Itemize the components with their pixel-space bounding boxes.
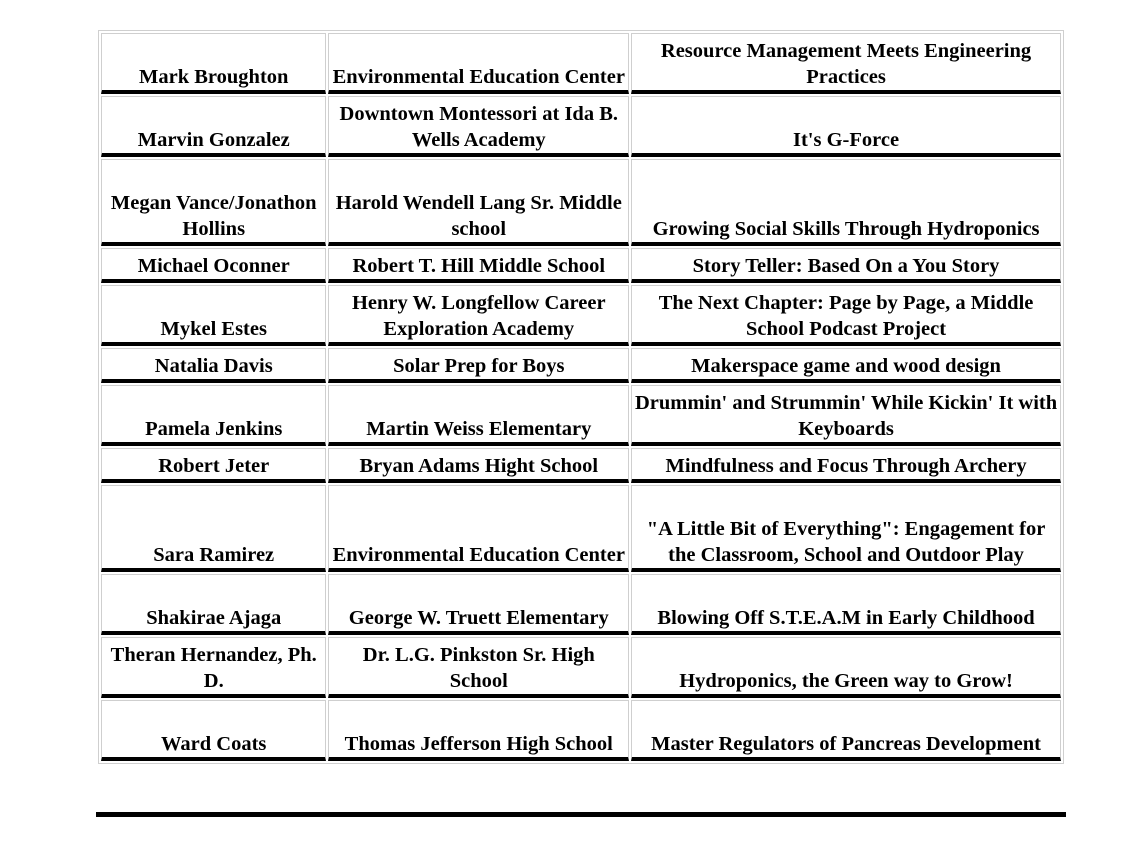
project-title-cell: Mindfulness and Focus Through Archery bbox=[631, 448, 1061, 483]
table-row bbox=[101, 385, 1061, 446]
project-title-cell: Drummin' and Strummin' While Kickin' It with Keyboards bbox=[631, 385, 1061, 446]
table-row bbox=[101, 248, 1061, 283]
table-row bbox=[101, 285, 1061, 346]
table-row bbox=[101, 159, 1061, 246]
person-name-cell: Mykel Estes bbox=[101, 285, 326, 346]
person-name-cell: Shakirae Ajaga bbox=[101, 574, 326, 635]
project-title-cell: Resource Management Meets Engineering Practices bbox=[631, 33, 1061, 94]
school-cell: Thomas Jefferson High School bbox=[328, 700, 629, 761]
table-row bbox=[101, 33, 1061, 94]
school-cell: Environmental Education Center bbox=[328, 485, 629, 572]
table-row bbox=[101, 96, 1061, 157]
school-cell: Martin Weiss Elementary bbox=[328, 385, 629, 446]
page-bottom-rule bbox=[96, 812, 1066, 817]
person-name-cell: Megan Vance/Jonathon Hollins bbox=[101, 159, 326, 246]
project-title-cell: It's G-Force bbox=[631, 96, 1061, 157]
table-row bbox=[101, 485, 1061, 572]
person-name-cell: Michael Oconner bbox=[101, 248, 326, 283]
project-title-cell: Makerspace game and wood design bbox=[631, 348, 1061, 383]
school-cell: Harold Wendell Lang Sr. Middle school bbox=[328, 159, 629, 246]
grantee-table-container bbox=[98, 30, 1064, 764]
person-name-cell: Theran Hernandez, Ph. D. bbox=[101, 637, 326, 698]
project-title-cell: The Next Chapter: Page by Page, a Middle School Podcast Project bbox=[631, 285, 1061, 346]
project-title-cell: Hydroponics, the Green way to Grow! bbox=[631, 637, 1061, 698]
school-cell: Robert T. Hill Middle School bbox=[328, 248, 629, 283]
table-row bbox=[101, 348, 1061, 383]
school-cell: Bryan Adams Hight School bbox=[328, 448, 629, 483]
school-cell: Solar Prep for Boys bbox=[328, 348, 629, 383]
project-title-cell: Master Regulators of Pancreas Development bbox=[631, 700, 1061, 761]
table-row bbox=[101, 574, 1061, 635]
school-cell: Downtown Montessori at Ida B. Wells Academy bbox=[328, 96, 629, 157]
project-title-cell: Growing Social Skills Through Hydroponics bbox=[631, 159, 1061, 246]
table-row bbox=[101, 448, 1061, 483]
person-name-cell: Pamela Jenkins bbox=[101, 385, 326, 446]
person-name-cell: Marvin Gonzalez bbox=[101, 96, 326, 157]
project-title-cell: Story Teller: Based On a You Story bbox=[631, 248, 1061, 283]
school-cell: Henry W. Longfellow Career Exploration Academy bbox=[328, 285, 629, 346]
project-title-cell: "A Little Bit of Everything": Engagement for the Classroom, School and Outdoor Play bbox=[631, 485, 1061, 572]
person-name-cell: Mark Broughton bbox=[101, 33, 326, 94]
grantee-table bbox=[98, 30, 1064, 764]
person-name-cell: Ward Coats bbox=[101, 700, 326, 761]
school-cell: George W. Truett Elementary bbox=[328, 574, 629, 635]
person-name-cell: Natalia Davis bbox=[101, 348, 326, 383]
table-row bbox=[101, 700, 1061, 761]
school-cell: Dr. L.G. Pinkston Sr. High School bbox=[328, 637, 629, 698]
table-body bbox=[101, 33, 1061, 761]
person-name-cell: Sara Ramirez bbox=[101, 485, 326, 572]
person-name-cell: Robert Jeter bbox=[101, 448, 326, 483]
project-title-cell: Blowing Off S.T.E.A.M in Early Childhood bbox=[631, 574, 1061, 635]
table-row bbox=[101, 637, 1061, 698]
school-cell: Environmental Education Center bbox=[328, 33, 629, 94]
